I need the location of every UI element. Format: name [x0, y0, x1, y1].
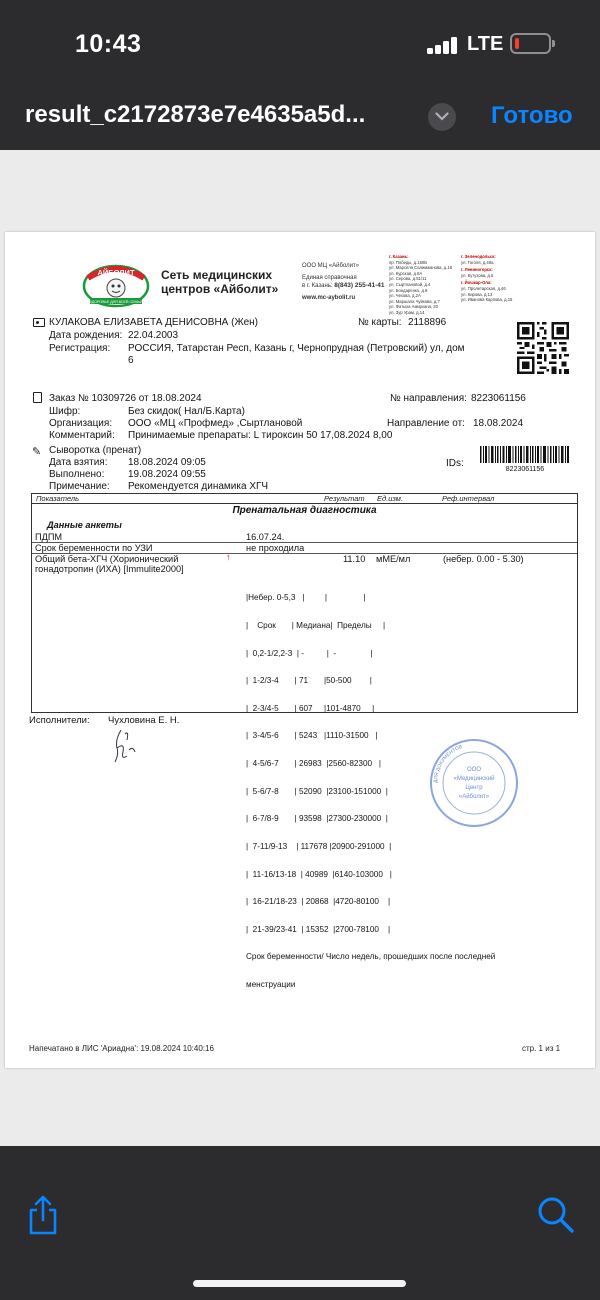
stamp-line3: Центр: [465, 785, 483, 791]
status-bar: [0, 0, 600, 88]
col-indicator: Показатель: [36, 494, 80, 503]
col-ref: Реф.интервал: [442, 494, 495, 503]
ref-table-line: | 6-7/8-9 | 93598 |27300-230000 |: [246, 814, 388, 824]
signal-icon: [427, 36, 459, 54]
addresses-kazan-city: г. Казань:: [389, 254, 409, 259]
document-viewer[interactable]: [0, 150, 600, 1146]
high-flag-icon: ↑: [226, 552, 231, 562]
status-time: 10:43: [75, 30, 142, 58]
direction-date: 18.08.2024: [473, 418, 524, 429]
subsection-title: Данные анкеты: [47, 520, 122, 530]
signature-icon: [107, 726, 141, 768]
battery-icon: [510, 33, 551, 54]
logo-name: АЙБОЛИТ: [97, 268, 135, 277]
printed-info: Напечатано в ЛИС 'Ариадна': 19.08.2024 10:40:16: [29, 1044, 214, 1053]
document-page: [5, 232, 595, 1068]
home-indicator[interactable]: [193, 1280, 406, 1287]
barcode-number: 8223061156: [505, 466, 545, 472]
direction-label: Направление от:: [387, 418, 465, 429]
qr-code-icon: [517, 322, 569, 374]
comment-value: Принимаемые препараты: L тироксин 50 17,08.2024 8,00: [128, 430, 393, 441]
barcode-icon: [480, 446, 570, 472]
address-item: ул. Кутузова, д.5: [461, 272, 494, 278]
aybolit-logo-icon: [82, 262, 150, 308]
patient-card-icon: [33, 318, 45, 327]
performer-name: Чухловина Е. Н.: [108, 715, 180, 726]
reg-line2: 6: [128, 355, 134, 366]
table-header: [32, 494, 577, 504]
network-type: LTE: [467, 33, 504, 55]
address-item: ул. Кирова, д.13: [461, 291, 493, 297]
sample-title: Сыворотка (пренат): [49, 445, 142, 456]
address-item: ул. Зур Урам, д.14: [389, 309, 425, 315]
row-value: не проходила: [246, 543, 305, 553]
row-value: 16.07.24.: [246, 532, 285, 542]
hotline-label1: Единая справочная: [302, 275, 357, 281]
ref-table-line: | 7-11/9-13 | 117678 |20900-291000 |: [246, 841, 392, 851]
row-name: Срок беременности по УЗИ: [35, 543, 153, 553]
address-item: ул. Марселя Салимжанова, д.16: [389, 265, 453, 271]
ref-table-line: | 16-21/18-23 | 20868 |4720-80100 |: [246, 897, 391, 907]
stamp-icon: [428, 737, 520, 829]
done-value: 19.08.2024 09:55: [128, 469, 206, 480]
address-item: ул. Курская, д.8А: [389, 270, 423, 276]
nav-bar: [0, 88, 600, 150]
hcg-ref: (небер. 0.00 - 5.30): [443, 554, 524, 564]
dob-value: 22.04.2003: [128, 330, 179, 341]
reg-line1: РОССИЯ, Татарстан Респ, Казань г, Чернопрудная (Петровский) ул, дом: [128, 343, 465, 354]
title-menu-button[interactable]: [428, 103, 456, 131]
addresses-zel-city: г. Зеленодольск:: [461, 254, 496, 259]
address-item: ул. Фатыха Амирхана, 20: [389, 304, 438, 310]
addresses-kazan: [389, 254, 452, 316]
section-title: Пренатальная диагностика: [232, 505, 377, 516]
hcg-value: 11.10: [343, 554, 366, 564]
file-title: result_c2172873e7e4635a5d...: [25, 101, 366, 128]
ref-table-line: | 3-4/5-6 | 5243 |1110-31500 |: [246, 731, 378, 741]
col-unit: Ед.изм.: [377, 494, 404, 503]
hotline-phone: 8(843) 255-41-41: [334, 282, 385, 289]
address-item: ул. Иванова Карпова, д.15: [461, 297, 513, 303]
ref-table-line: | 21-39/23-41 | 15352 |2700-78100 |: [246, 924, 391, 934]
test-tube-icon: ✎: [32, 446, 42, 458]
address-item: пр. Победы, д.160Б: [389, 259, 427, 265]
stamp-ring-text: ДЛЯ ДОКУМЕНТОВ: [432, 744, 464, 784]
reg-label: Регистрация:: [49, 343, 111, 354]
address-item: ул. Серова, д.51/11: [389, 276, 427, 282]
share-icon[interactable]: [27, 1194, 59, 1236]
col-result: Результат: [324, 494, 365, 503]
referral-label: № направления:: [390, 393, 467, 404]
hotline-label2: в г. Казань:: [302, 283, 333, 289]
address-item: ул. Бондаренко, д.9: [389, 287, 428, 293]
performer-label: Исполнители:: [29, 715, 90, 726]
chevron-down-icon: [435, 112, 449, 121]
taken-label: Дата взятия:: [49, 457, 108, 468]
hcg-unit: мМЕ/мл: [376, 554, 411, 564]
taken-value: 18.08.2024 09:05: [128, 457, 206, 468]
ref-table-line: | 1-2/3-4 | 71 |50-500 |: [246, 676, 372, 686]
ref-table-line: |Небер. 0-5,3 | | |: [246, 593, 366, 603]
ref-table-line: | 11-16/13-18 | 40989 |6140-103000 |: [246, 869, 392, 879]
addresses-len-city: г. Лениногорск:: [461, 267, 493, 273]
company-name: ООО МЦ «Айболит»: [302, 263, 360, 269]
cipher-label: Шифр:: [49, 406, 81, 417]
ref-footnote-line1: Срок беременности/ Число недель, прошедших после последней: [246, 952, 496, 962]
stamp-line2: «Медицинский: [453, 776, 495, 782]
note-label: Примечание:: [49, 481, 110, 492]
stamp-line4: «Айболит»: [458, 794, 490, 800]
note-value: Рекомендуется динамика ХГЧ: [128, 481, 269, 492]
logo-tagline: ЗДОРОВЬЕ ДЛЯ ВСЕЙ СЕМЬИ: [89, 300, 143, 304]
referral-number: 8223061156: [471, 393, 526, 404]
stamp-line1: ООО: [466, 767, 482, 773]
ref-table-line: | 0,2-1/2,2-3 | - | - |: [246, 648, 373, 658]
hcg-name-line1: Общий бета-ХГЧ (Хорионический: [35, 554, 179, 564]
address-item: ул. Пролетарская, д.46: [461, 285, 506, 291]
document-icon: [33, 392, 42, 403]
org-value: ООО «МЦ «Профмед» ,Сыртлановой: [128, 418, 303, 429]
ref-table-line: | 2-3/4-5 | 607 |101-4870 |: [246, 703, 375, 713]
card-label: № карты:: [358, 317, 402, 328]
address-item: ул. Сыртлановой, д.4: [389, 281, 431, 287]
hcg-name-line2: гонадотропин (ИХА) [Immulite2000]: [35, 564, 184, 574]
addresses-yosh-city: г. Йошкар-Ола:: [461, 280, 492, 286]
website: www.mc-aybolit.ru: [302, 295, 356, 301]
patient-name: КУЛАКОВА ЕЛИЗАВЕТА ДЕНИСОВНА (Жен): [49, 317, 258, 328]
bottom-toolbar: [0, 1146, 600, 1300]
card-number: 2118896: [408, 317, 447, 328]
address-item: ул. Чехова, д.2А: [389, 293, 421, 299]
company-info: [302, 263, 385, 302]
search-icon[interactable]: [537, 1196, 575, 1234]
network-name-line1: Сеть медицинских: [161, 268, 273, 282]
cipher-value: Без скидок( Нал/Б.Карта): [128, 406, 245, 417]
ref-table-line: | 5-6/7-8 | 52090 |23100-151000 |: [246, 786, 388, 796]
address-item: ул. Маршала Чуйкова, д.7: [389, 298, 440, 304]
comment-label: Комментарий:: [49, 430, 115, 441]
network-name-line2: центров «Айболит»: [161, 282, 279, 296]
ref-table-line: | Срок | Медиана| Пределы |: [246, 621, 386, 631]
address-item: ул. Гоголя, д.49а: [461, 259, 494, 265]
org-label: Организация:: [49, 418, 113, 429]
done-label: Выполнено:: [49, 469, 105, 480]
ref-table-line: | 4-5/6-7 | 26983 |2560-82300 |: [246, 759, 382, 769]
network-name: [161, 268, 278, 296]
page-number: стр. 1 из 1: [522, 1044, 561, 1053]
done-button[interactable]: Готово: [491, 102, 573, 129]
ids-label: IDs:: [446, 458, 464, 469]
addresses-other: [461, 254, 512, 303]
ref-footnote-line2: менструации: [246, 979, 296, 989]
row-name: ПДПМ: [35, 532, 63, 542]
dob-label: Дата рождения:: [49, 330, 123, 341]
order-title: Заказ № 10309726 от 18.08.2024: [49, 393, 202, 404]
